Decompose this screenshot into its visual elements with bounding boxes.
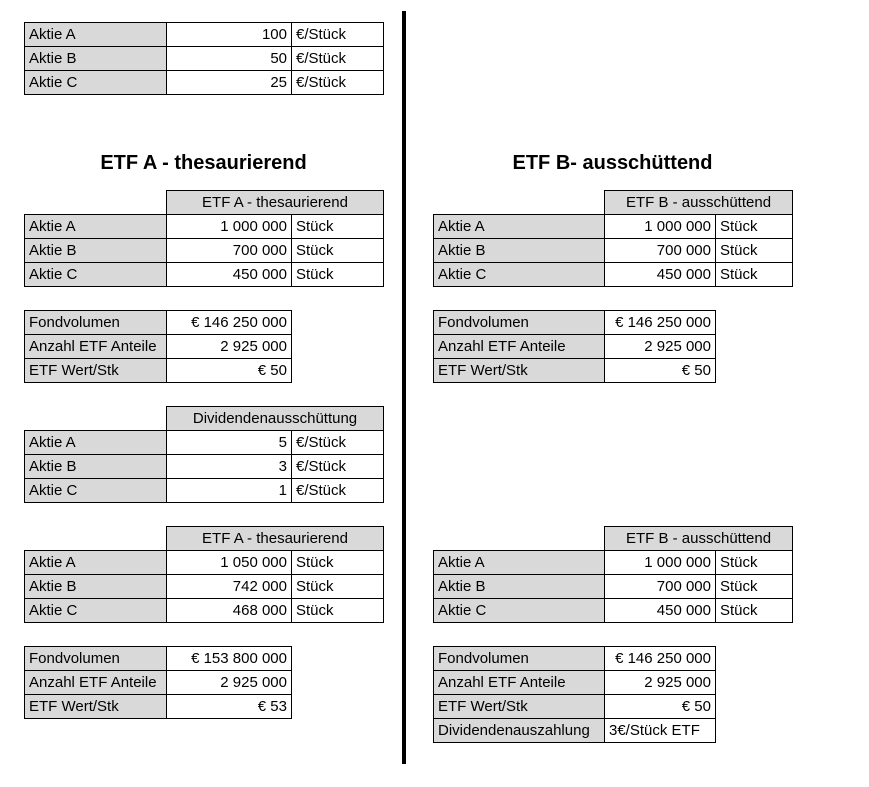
row-label: ETF Wert/Stk — [434, 695, 605, 719]
row-label: Aktie A — [25, 551, 167, 575]
row-value: 2 925 000 — [605, 671, 716, 695]
table-header-row — [434, 527, 793, 551]
row-value: 50 — [167, 47, 292, 71]
row-unit: €/Stück — [292, 455, 384, 479]
right-fund-after-table — [433, 646, 716, 743]
row-value: 25 — [167, 71, 292, 95]
table-row — [25, 239, 384, 263]
table-row — [434, 215, 793, 239]
left-fund-table — [24, 310, 292, 383]
row-unit: €/Stück — [292, 431, 384, 455]
right-section-title: ETF B- ausschüttend — [512, 152, 713, 174]
left-holdings-table — [24, 190, 384, 287]
table-row — [434, 695, 716, 719]
row-unit: Stück — [716, 263, 793, 287]
table-header-row — [25, 191, 384, 215]
row-label: ETF Wert/Stk — [25, 359, 167, 383]
row-value: 5 — [167, 431, 292, 455]
table-row — [25, 47, 384, 71]
row-unit: Stück — [292, 239, 384, 263]
row-value: 450 000 — [605, 263, 716, 287]
row-unit: Stück — [292, 599, 384, 623]
row-value: 700 000 — [605, 575, 716, 599]
table-row — [434, 599, 793, 623]
left-section-title: ETF A - thesaurierend — [100, 152, 307, 174]
row-label: Anzahl ETF Anteile — [25, 335, 167, 359]
row-label: Fondvolumen — [25, 647, 167, 671]
left-fund-after-table — [24, 646, 292, 719]
row-unit: €/Stück — [292, 23, 384, 47]
row-value: € 153 800 000 — [167, 647, 292, 671]
table-row — [434, 719, 716, 743]
row-label: Aktie A — [25, 215, 167, 239]
row-value: € 146 250 000 — [605, 311, 716, 335]
table-row — [434, 311, 716, 335]
row-value: € 50 — [167, 359, 292, 383]
row-value: 3€/Stück ETF — [605, 719, 716, 743]
row-unit: Stück — [292, 551, 384, 575]
row-label: Aktie C — [25, 71, 167, 95]
row-label: Aktie C — [25, 479, 167, 503]
row-value: € 146 250 000 — [167, 311, 292, 335]
row-unit: €/Stück — [292, 47, 384, 71]
table-row — [25, 671, 292, 695]
table-row — [25, 71, 384, 95]
table-header: ETF A - thesaurierend — [167, 527, 384, 551]
dividend-table — [24, 406, 384, 503]
row-unit: €/Stück — [292, 479, 384, 503]
row-value: 2 925 000 — [167, 335, 292, 359]
row-label: Aktie A — [25, 431, 167, 455]
table-header-row — [434, 191, 793, 215]
table-row — [25, 455, 384, 479]
table-header: ETF B - ausschüttend — [605, 527, 793, 551]
table-row — [25, 695, 292, 719]
row-label: Aktie B — [25, 575, 167, 599]
row-value: 742 000 — [167, 575, 292, 599]
table-row — [434, 263, 793, 287]
row-value: 700 000 — [167, 239, 292, 263]
right-holdings-after-table — [433, 526, 793, 623]
row-value: 100 — [167, 23, 292, 47]
row-label: Aktie A — [25, 23, 167, 47]
vertical-divider — [402, 11, 406, 764]
row-label: Fondvolumen — [434, 647, 605, 671]
table-row — [434, 239, 793, 263]
table-row — [434, 551, 793, 575]
row-value: 2 925 000 — [167, 671, 292, 695]
table-row — [25, 359, 292, 383]
row-unit: Stück — [716, 239, 793, 263]
row-value: € 53 — [167, 695, 292, 719]
table-row — [434, 575, 793, 599]
row-label: Aktie B — [25, 47, 167, 71]
row-unit: Stück — [292, 263, 384, 287]
row-label: ETF Wert/Stk — [434, 359, 605, 383]
table-row — [434, 671, 716, 695]
table-row — [434, 647, 716, 671]
row-value: 700 000 — [605, 239, 716, 263]
table-header: Dividendenausschüttung — [167, 407, 384, 431]
table-row — [25, 575, 384, 599]
right-fund-table — [433, 310, 716, 383]
row-value: 3 — [167, 455, 292, 479]
row-value: 1 050 000 — [167, 551, 292, 575]
row-label: Aktie A — [434, 215, 605, 239]
table-header-row — [25, 407, 384, 431]
table-row — [25, 311, 292, 335]
row-label: Aktie A — [434, 551, 605, 575]
table-header: ETF B - ausschüttend — [605, 191, 793, 215]
row-label: Aktie B — [25, 239, 167, 263]
share-price-table — [24, 22, 384, 95]
row-unit: Stück — [292, 215, 384, 239]
row-label: Aktie B — [25, 455, 167, 479]
row-label: Aktie C — [25, 263, 167, 287]
row-value: € 50 — [605, 695, 716, 719]
row-label: Aktie C — [434, 599, 605, 623]
table-header: ETF A - thesaurierend — [167, 191, 384, 215]
row-unit: Stück — [716, 215, 793, 239]
row-value: 450 000 — [605, 599, 716, 623]
row-label: Fondvolumen — [25, 311, 167, 335]
row-label: Dividendenauszahlung — [434, 719, 605, 743]
row-unit: Stück — [292, 575, 384, 599]
row-label: Anzahl ETF Anteile — [434, 335, 605, 359]
row-unit: Stück — [716, 599, 793, 623]
row-value: 450 000 — [167, 263, 292, 287]
row-unit: Stück — [716, 551, 793, 575]
table-row — [434, 359, 716, 383]
row-label: Aktie B — [434, 575, 605, 599]
table-row — [25, 335, 292, 359]
row-label: Aktie B — [434, 239, 605, 263]
table-row — [25, 551, 384, 575]
row-value: 1 000 000 — [605, 215, 716, 239]
table-row — [434, 335, 716, 359]
table-row — [25, 431, 384, 455]
row-label: Fondvolumen — [434, 311, 605, 335]
table-row — [25, 23, 384, 47]
row-unit: Stück — [716, 575, 793, 599]
row-value: 1 000 000 — [167, 215, 292, 239]
left-holdings-after-table — [24, 526, 384, 623]
table-row — [25, 647, 292, 671]
row-label: ETF Wert/Stk — [25, 695, 167, 719]
row-label: Anzahl ETF Anteile — [434, 671, 605, 695]
row-label: Anzahl ETF Anteile — [25, 671, 167, 695]
row-label: Aktie C — [25, 599, 167, 623]
right-holdings-table — [433, 190, 793, 287]
table-row — [25, 263, 384, 287]
row-value: 1 — [167, 479, 292, 503]
row-label: Aktie C — [434, 263, 605, 287]
table-row — [25, 599, 384, 623]
row-value: € 146 250 000 — [605, 647, 716, 671]
table-header-row — [25, 527, 384, 551]
row-value: 468 000 — [167, 599, 292, 623]
row-unit: €/Stück — [292, 71, 384, 95]
row-value: 2 925 000 — [605, 335, 716, 359]
table-row — [25, 215, 384, 239]
row-value: 1 000 000 — [605, 551, 716, 575]
table-row — [25, 479, 384, 503]
row-value: € 50 — [605, 359, 716, 383]
